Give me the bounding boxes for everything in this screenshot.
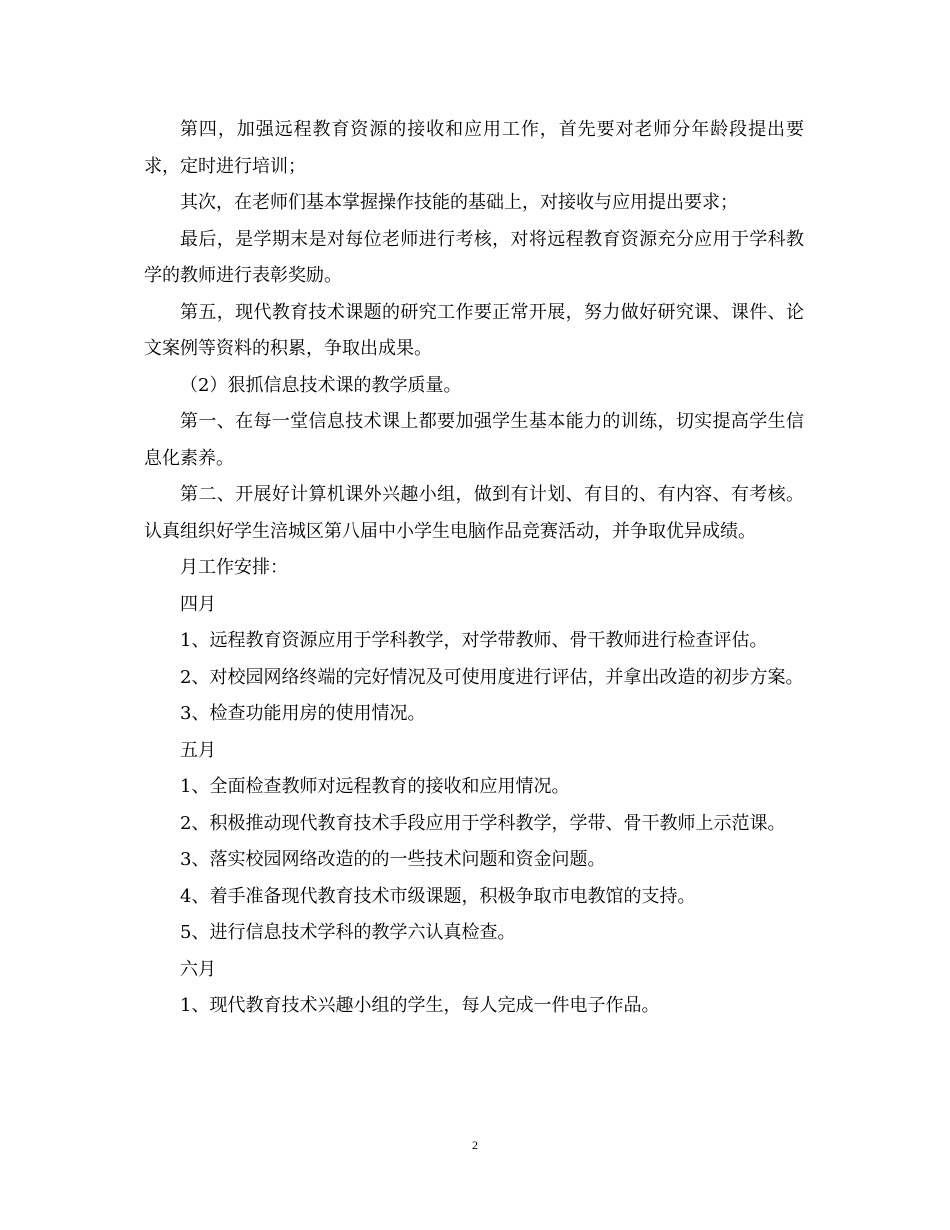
paragraph: 第五，现代教育技术课题的研究工作要正常开展，努力做好研究课、课件、论文案例等资料的积累，争取出成果。 — [144, 301, 804, 359]
month-heading: 四月 — [180, 593, 216, 615]
page-number: 2 — [472, 1138, 478, 1152]
list-item: 1、现代教育技术兴趣小组的学生，每人完成一件电子作品。 — [180, 995, 660, 1016]
section-heading: 月工作安排： — [180, 557, 288, 578]
paragraph: 第二、开展好计算机课外兴趣小组，做到有计划、有目的、有内容、有考核。认真组织好学生涪城区第八届中小学生电脑作品竞赛活动，并争取优异成绩。 — [144, 484, 804, 542]
paragraph: 第四，加强远程教育资源的接收和应用工作，首先要对老师分年龄段提出要求，定时进行培训； — [144, 119, 804, 177]
list-item: 1、远程教育资源应用于学科教学，对学带教师、骨干教师进行检查评估。 — [180, 630, 768, 651]
document-body — [144, 112, 804, 1025]
paragraph: （2）狠抓信息技术课的教学质量。 — [180, 374, 462, 396]
paragraph: 第一、在每一堂信息技术课上都要加强学生基本能力的训练，切实提高学生信息化素养。 — [144, 411, 804, 469]
month-heading: 五月 — [180, 739, 216, 761]
list-item: 5、进行信息技术学科的教学六认真检查。 — [180, 922, 516, 943]
paragraph: 其次，在老师们基本掌握操作技能的基础上，对接收与应用提出要求； — [180, 192, 738, 213]
paragraph: 最后，是学期末是对每位老师进行考核，对将远程教育资源充分应用于学科教学的教师进行表彰奖励。 — [144, 228, 804, 286]
list-item: 3、落实校园网络改造的的一些技术问题和资金问题。 — [180, 849, 606, 870]
list-item: 3、检查功能用房的使用情况。 — [180, 703, 426, 724]
list-item: 2、对校园网络终端的完好情况及可使用度进行评估，并拿出改造的初步方案。 — [180, 666, 804, 688]
list-item: 4、着手准备现代教育技术市级课题，积极争取市电教馆的支持。 — [180, 885, 696, 907]
month-heading: 六月 — [180, 958, 216, 980]
list-item: 1、全面检查教师对远程教育的接收和应用情况。 — [180, 776, 570, 797]
list-item: 2、积极推动现代教育技术手段应用于学科教学，学带、骨干教师上示范课。 — [180, 812, 786, 834]
